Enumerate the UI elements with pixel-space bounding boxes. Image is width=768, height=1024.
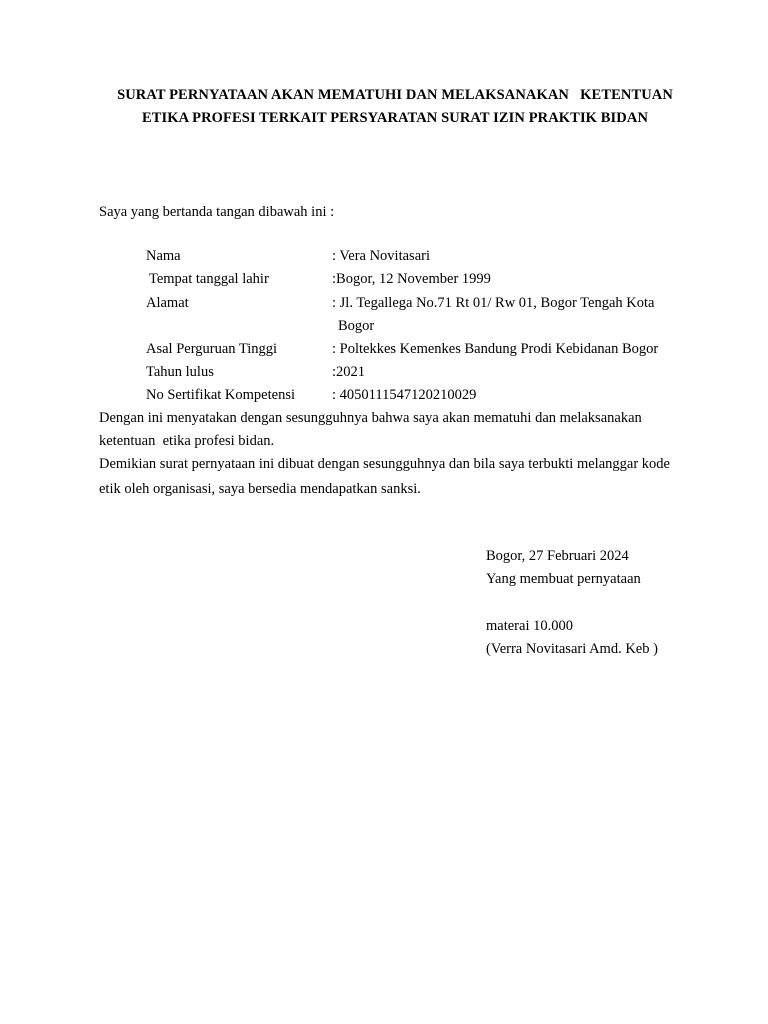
- ttl-label: Tempat tanggal lahir: [149, 271, 269, 287]
- tahun-lulus-label: Tahun lulus: [146, 364, 214, 380]
- alamat-label: Alamat: [146, 295, 189, 311]
- document-title-line-1: SURAT PERNYATAAN AKAN MEMATUHI DAN MELAKSANAKAN KETENTUAN: [117, 87, 673, 103]
- sertifikat-label: No Sertifikat Kompetensi: [146, 387, 296, 403]
- asal-perguruan-value: : Poltekkes Kemenkes Bandung Prodi Kebidanan Bogor: [332, 341, 659, 357]
- signature-name: (Verra Novitasari Amd. Keb ): [486, 641, 658, 657]
- document-title-line-2: ETIKA PROFESI TERKAIT PERSYARATAN SURAT IZIN PRAKTIK BIDAN: [141, 110, 649, 126]
- alamat-value: : Jl. Tegallega No.71 Rt 01/ Rw 01, Bogor Tengah Kota: [332, 295, 655, 311]
- closing-paragraph-line-1: Demikian surat pernyataan ini dibuat dengan sesungguhnya dan bila saya terbukti melanggar kode: [99, 456, 670, 472]
- statement-paragraph-line-2: ketentuan etika profesi bidan.: [99, 433, 275, 449]
- sertifikat-value: : 4050111547120210029: [332, 387, 477, 403]
- signature-place-date: Bogor, 27 Februari 2024: [486, 548, 629, 564]
- closing-paragraph-line-2: etik oleh organisasi, saya bersedia mendapatkan sanksi.: [99, 481, 421, 497]
- alamat-value-continuation: Bogor: [338, 318, 375, 334]
- signature-maker-label: Yang membuat pernyataan: [486, 571, 641, 587]
- intro-text: Saya yang bertanda tangan dibawah ini :: [99, 204, 335, 220]
- ttl-value: :Bogor, 12 November 1999: [332, 271, 491, 287]
- signature-stamp-note: materai 10.000: [486, 618, 573, 634]
- statement-paragraph-line-1: Dengan ini menyatakan dengan sesungguhnya bahwa saya akan mematuhi dan melaksanakan: [99, 410, 642, 426]
- asal-perguruan-label: Asal Perguruan Tinggi: [146, 341, 278, 357]
- tahun-lulus-value: :2021: [332, 364, 366, 380]
- nama-label: Nama: [146, 248, 181, 264]
- nama-value: : Vera Novitasari: [332, 248, 430, 264]
